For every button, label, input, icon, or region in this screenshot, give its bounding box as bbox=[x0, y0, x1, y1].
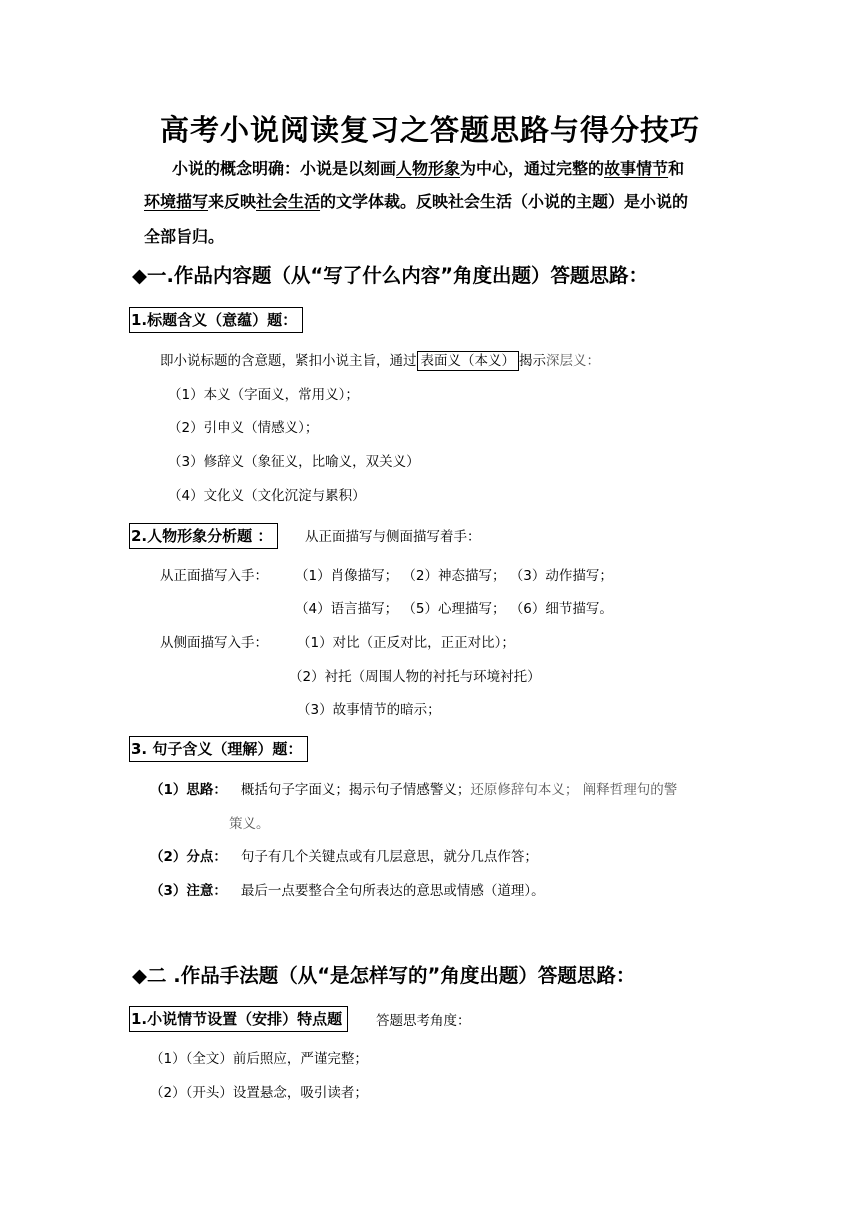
q3-thinking-line bbox=[150, 778, 677, 798]
list-item: （4）文化义（文化沉淀与累积） bbox=[168, 488, 366, 504]
intro-text: 的文学体裁。反映社会生活（小说的主题）是小说的 bbox=[320, 192, 689, 211]
list-item: （3）修辞义（象征义，比喻义，双关义） bbox=[168, 454, 420, 470]
q3-note-line bbox=[150, 879, 545, 899]
intro-text: 和 bbox=[668, 159, 685, 178]
s2-q1-description: 答题思考角度： bbox=[376, 1013, 471, 1029]
list-item: （3）故事情节的暗示； bbox=[297, 702, 441, 718]
intro-term-society: 社会生活 bbox=[256, 192, 321, 211]
front-desc-line-2: （4）语言描写； （5）心理描写； （6）细节描写。 bbox=[295, 601, 613, 617]
intro-term-environment: 环境描写 bbox=[144, 192, 209, 211]
q3-points-text: 句子有几个关键点或有几层意思，就分几点作答； bbox=[240, 849, 538, 865]
q2-label: 2.人物形象分析题 ： bbox=[129, 523, 278, 549]
intro-line-2 bbox=[144, 189, 688, 212]
q3-label: 3. 句子含义（理解）题： bbox=[129, 736, 308, 762]
front-desc-label: 从正面描写入手： bbox=[160, 568, 268, 584]
q1-desc-text: 揭示 bbox=[519, 353, 546, 369]
q3-thinking-label: （1）思路： bbox=[150, 782, 227, 798]
q3-points-label: （2）分点： bbox=[150, 849, 227, 865]
q1-desc-boxed-term: 表面义（本义） bbox=[417, 351, 520, 371]
list-item: （1）本义（字面义，常用义）； bbox=[168, 387, 359, 403]
intro-line-1 bbox=[172, 156, 684, 179]
q1-desc-text: 深层义： bbox=[546, 353, 600, 369]
list-item: （2）引申义（情感义）； bbox=[168, 420, 319, 436]
q3-thinking-text: 还原修辞句本义； 阐释哲理句的警 bbox=[470, 782, 678, 798]
q1-description bbox=[160, 349, 600, 369]
intro-term-plot: 故事情节 bbox=[604, 159, 669, 178]
intro-text: 为中心，通过完整的 bbox=[460, 159, 605, 178]
q3-points-line bbox=[150, 845, 538, 865]
front-desc-line-1: （1）肖像描写； （2）神态描写； （3）动作描写； bbox=[295, 568, 613, 584]
page-title: 高考小说阅读复习之答题思路与得分技巧 bbox=[159, 113, 700, 147]
q1-label: 1.标题含义（意蕴）题： bbox=[129, 307, 303, 333]
q3-note-text: 最后一点要整合全句所表达的意思或情感（道理）。 bbox=[240, 883, 545, 899]
list-item: （2）衬托（周围人物的衬托与环境衬托） bbox=[289, 669, 541, 685]
list-item: （2）（开头）设置悬念，吸引读者； bbox=[150, 1085, 368, 1101]
intro-line-3: 全部旨归。 bbox=[144, 227, 225, 246]
list-item: （1）（全文）前后照应，严谨完整； bbox=[150, 1051, 368, 1067]
s2-q1-label: 1.小说情节设置（安排）特点题 bbox=[129, 1006, 348, 1032]
side-desc-label: 从侧面描写入手： bbox=[160, 635, 268, 651]
q2-description: 从正面描写与侧面描写着手： bbox=[305, 529, 481, 545]
q3-thinking-text: 概括句子字面义；揭示句子情感警义； bbox=[240, 782, 471, 798]
intro-text: 小说的概念明确：小说是以刻画 bbox=[172, 159, 397, 178]
intro-term-character: 人物形象 bbox=[396, 159, 461, 178]
q1-desc-text: 即小说标题的含意题，紧扣小说主旨，通过 bbox=[160, 353, 417, 369]
list-item: （1）对比（正反对比，正正对比）； bbox=[297, 635, 515, 651]
q3-note-label: （3）注意： bbox=[150, 883, 227, 899]
intro-text: 来反映 bbox=[208, 192, 257, 211]
q3-thinking-continuation: 策义。 bbox=[229, 816, 270, 832]
section-2-heading: ◆二 .作品手法题（从“是怎样写的”角度出题）答题思路： bbox=[132, 964, 636, 987]
section-1-heading: ◆一.作品内容题（从“写了什么内容”角度出题）答题思路： bbox=[132, 264, 649, 287]
